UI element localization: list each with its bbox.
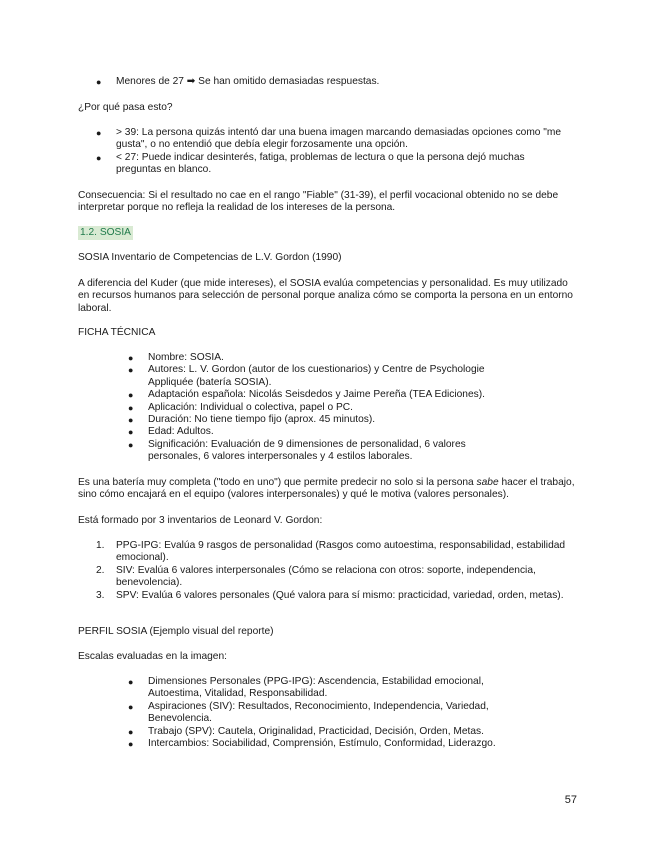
- bullet-icon: ●: [128, 353, 134, 363]
- list-item: ● Dimensiones Personales (PPG-IPG): Ascendencia, Estabilidad emocional, Autoestima, Vitalidad, Responsabilidad.: [128, 676, 484, 700]
- list-item: ● > 39: La persona quizás intentó dar una buena imagen marcando demasiadas opciones como "me gusta", o no entendió que debía elegir forzosamente una opción.: [96, 127, 562, 151]
- sosia-title: SOSIA Inventario de Competencias de L.V. Gordon (1990): [78, 252, 342, 263]
- item-number: 2.: [96, 564, 105, 576]
- bullet-icon: ●: [128, 365, 134, 376]
- list-item: ● Autores: L. V. Gordon (autor de los cuestionarios) y Centre de Psychologie Appliquée (batería SOSIA).: [128, 364, 485, 388]
- list-item: ● Duración: No tiene tiempo fijo (aprox. 45 minutos).: [128, 414, 376, 426]
- list-item: 1. PPG-IPG: Evalúa 9 rasgos de personalidad (Rasgos como autoestima, responsabilidad, estabilidad emocional).: [96, 540, 566, 564]
- list-item: 2. SIV: Evalúa 6 valores interpersonales (Cómo se relaciona con otros: soporte, independencia, benevolencia).: [96, 564, 536, 589]
- bullet-icon: ●: [96, 152, 102, 163]
- formed-by: Está formado por 3 inventarios de Leonard V. Gordon:: [78, 515, 323, 526]
- list-item: ● Nombre: SOSIA.: [128, 352, 224, 363]
- intro-paragraph: A diferencia del Kuder (que mide intereses), el SOSIA evalúa competencias y personalidad. Es muy utilizado en recursos humanos para selección de personal porque analiza cómo se comporta la persona en un entorno laboral.: [78, 278, 573, 314]
- omitted-answers-list: [96, 76, 566, 88]
- profile-title: PERFIL SOSIA (Ejemplo visual del reporte): [78, 626, 274, 637]
- why-list: [96, 127, 566, 177]
- battery-text-before: Es una batería muy completa ("todo en uno") que permite predecir no solo si la persona: [78, 477, 477, 488]
- list-item: ● < 27: Puede indicar desinterés, fatiga, problemas de lectura o que la persona dejó muchas preguntas en blanco.: [96, 151, 525, 176]
- bullet-icon: ●: [128, 726, 134, 737]
- bullet-icon: ●: [128, 415, 134, 426]
- item-number: 1.: [96, 540, 105, 551]
- list-item: ● Aplicación: Individual o colectiva, papel o PC.: [128, 401, 353, 413]
- list-item: ● Significación: Evaluación de 9 dimensiones de personalidad, 6 valores personales, 6 valores interpersonales y 4 estilos laborales.: [128, 438, 466, 463]
- inventories-list: [96, 540, 566, 602]
- battery-paragraph: [78, 477, 578, 502]
- bullet-icon: ●: [128, 701, 134, 712]
- list-item: ● Aspiraciones (SIV): Resultados, Reconocimiento, Independencia, Variedad, Benevolencia.: [128, 700, 489, 725]
- section-heading: 1.2. SOSIA: [78, 226, 133, 240]
- bullet-icon: ●: [96, 77, 102, 87]
- bullet-icon: ●: [128, 439, 134, 450]
- scales-list: [128, 676, 513, 750]
- scales-intro: Escalas evaluadas en la imagen:: [78, 651, 227, 662]
- list-item: ● Trabajo (SPV): Cautela, Originalidad, Practicidad, Decisión, Orden, Metas.: [128, 725, 484, 737]
- list-item: ● Adaptación española: Nicolás Seisdedos y Jaime Pereña (TEA Ediciones).: [128, 389, 485, 401]
- list-item: 3. SPV: Evalúa 6 valores personales (Qué valora para sí mismo: practicidad, variedad, orden, metas).: [96, 589, 564, 601]
- list-item: ● Menores de 27 ➡ Se han omitido demasiadas respuestas.: [96, 76, 380, 87]
- page-number: 57: [564, 794, 577, 806]
- bullet-icon: ●: [128, 402, 134, 413]
- why-question: ¿Por qué pasa esto?: [78, 102, 173, 113]
- bullet-icon: ●: [128, 427, 134, 438]
- ficha-list: [128, 352, 513, 464]
- bullet-icon: ●: [96, 128, 102, 138]
- list-item: ● Edad: Adultos.: [128, 426, 214, 438]
- bullet-icon: ●: [128, 677, 134, 687]
- battery-text-after: hacer el trabajo, sino cómo encajará en el equipo (valores interpersonales) y qué le motiva (valores personales).: [78, 477, 575, 501]
- bullet-icon: ●: [128, 739, 134, 750]
- ficha-title: FICHA TÉCNICA: [78, 327, 156, 338]
- battery-text-emphasis: sabe: [476, 477, 499, 488]
- list-item: ● Intercambios: Sociabilidad, Comprensión, Estímulo, Conformidad, Liderazgo.: [128, 738, 496, 750]
- bullet-icon: ●: [128, 390, 134, 401]
- consequence-paragraph: Consecuencia: Si el resultado no cae en el rango "Fiable" (31-39), el perfil vocacional obtenido no se debe interpretar porque no refleja la realidad de los intereses de la persona.: [78, 190, 559, 214]
- item-number: 3.: [96, 589, 105, 601]
